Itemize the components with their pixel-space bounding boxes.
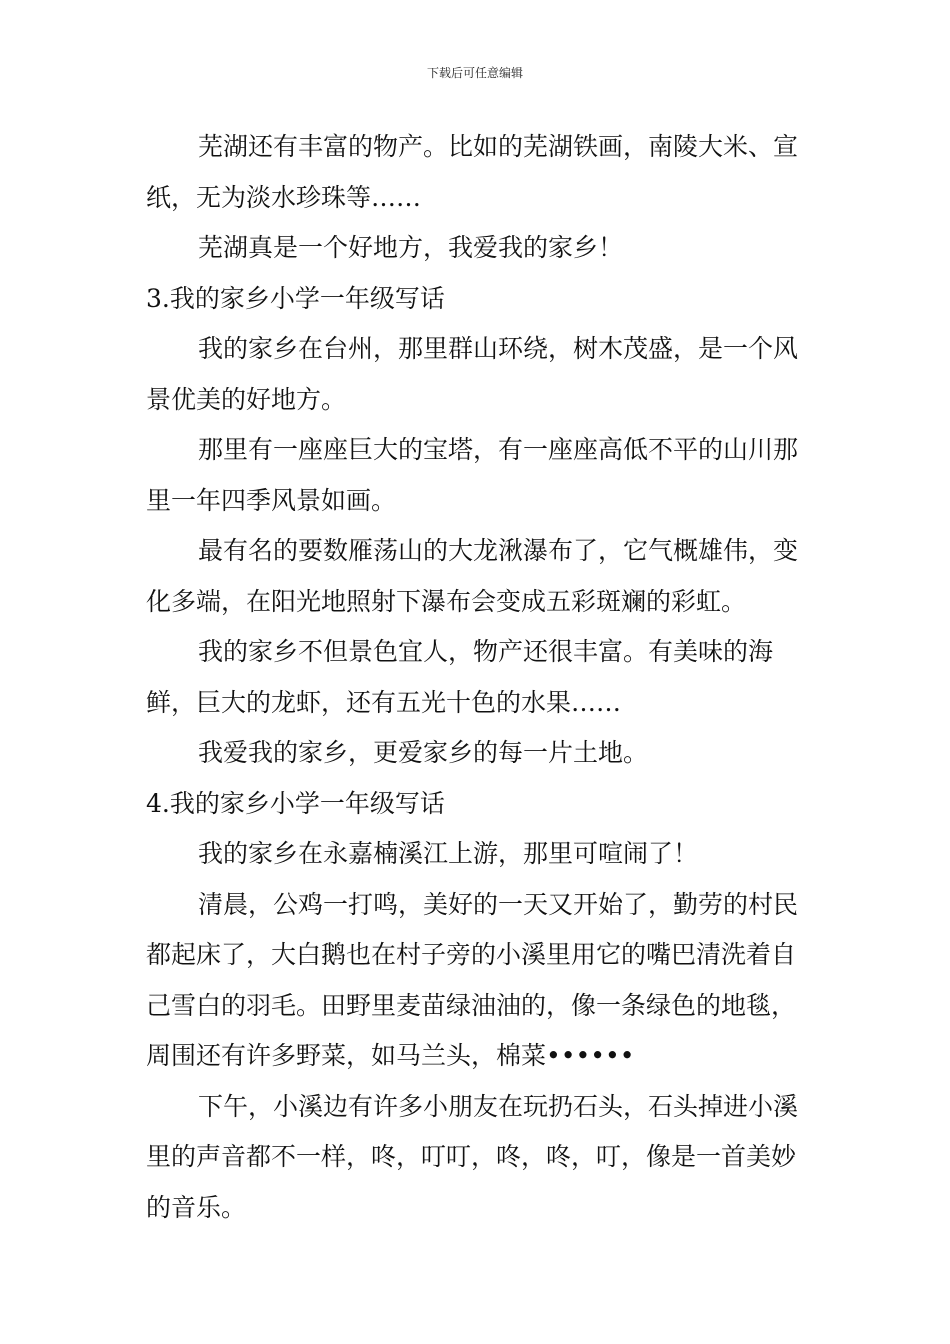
paragraph: 下午，小溪边有许多小朋友在玩扔石头，石头掉进小溪里的声音都不一样，咚，叮叮，咚，咚，叮，像是一首美妙的音乐。 [146,1091,799,1222]
page-header: 下载后可任意编辑 [426,66,523,80]
document-body [146,122,810,1233]
paragraph: 我的家乡在永嘉楠溪江上游，那里可喧闹了！ [198,839,699,868]
paragraph: 芜湖还有丰富的物产。比如的芜湖铁画，南陵大米、宣纸，无为淡水珍珠等…… [146,132,799,212]
paragraph: 清晨，公鸡一打鸣，美好的一天又开始了，勤劳的村民都起床了，大白鹅也在村子旁的小溪里用它的嘴巴清洗着自己雪白的羽毛。田野里麦苗绿油油的，像一条绿色的地毯，周围还有许多野菜，如马兰头，棉菜•••••• [146,889,799,1070]
paragraph: 那里有一座座巨大的宝塔，有一座座高低不平的山川那里一年四季风景如画。 [146,435,799,515]
paragraph: 我的家乡在台州，那里群山环绕，树木茂盛，是一个风景优美的好地方。 [146,334,799,414]
paragraph: 我的家乡不但景色宜人，物产还很丰富。有美味的海鲜，巨大的龙虾，还有五光十色的水果…… [146,637,774,717]
paragraph: 我爱我的家乡，更爱家乡的每一片土地。 [198,738,649,767]
section-heading: 3.我的家乡小学一年级写话 [146,283,445,313]
paragraph: 芜湖真是一个好地方，我爱我的家乡！ [198,233,624,262]
paragraph: 最有名的要数雁荡山的大龙湫瀑布了，它气概雄伟，变化多端，在阳光地照射下瀑布会变成五彩斑斓的彩虹。 [146,536,799,616]
section-heading: 4.我的家乡小学一年级写话 [146,788,445,818]
